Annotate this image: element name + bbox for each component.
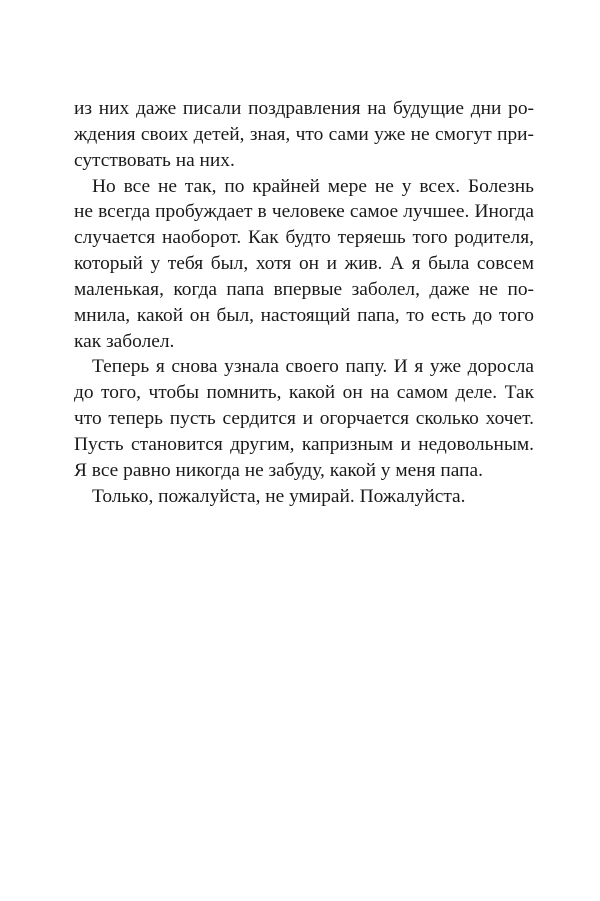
text-line: ждения своих детей, зная, что сами уже не смогут при- — [74, 123, 534, 145]
text-line: Я все равно никогда не забуду, какой у меня папа. — [74, 459, 483, 481]
text-line: как заболел. — [74, 330, 175, 352]
text-line: Только, пожалуйста, не умирай. Пожалуйста. — [92, 485, 466, 507]
text-line: Но все не так, по крайней мере не у всех. Болезнь — [92, 175, 534, 197]
text-line: маленькая, когда папа впервые заболел, даже не по- — [74, 278, 534, 300]
text-line: Теперь я снова узнала своего папу. И я уже доросла — [92, 356, 534, 378]
text-line: Пусть становится другим, капризным и недовольным. — [74, 433, 534, 455]
text-line: мнила, какой он был, настоящий папа, то есть до того — [74, 304, 534, 326]
text-line: случается наоборот. Как будто теряешь того родителя, — [74, 227, 534, 249]
text-line: что теперь пусть сердится и огорчается сколько хочет. — [74, 408, 534, 430]
text-line: который у тебя был, хотя он и жив. А я была совсем — [74, 253, 534, 275]
text-line: из них даже писали поздравления на будущие дни ро- — [74, 98, 534, 119]
text-line: не всегда пробуждает в человеке самое лучшее. Иногда — [74, 201, 534, 223]
body-text — [74, 96, 534, 510]
text-line: сутствовать на них. — [74, 149, 235, 171]
text-line: до того, чтобы помнить, какой он на самом деле. Так — [74, 382, 534, 404]
